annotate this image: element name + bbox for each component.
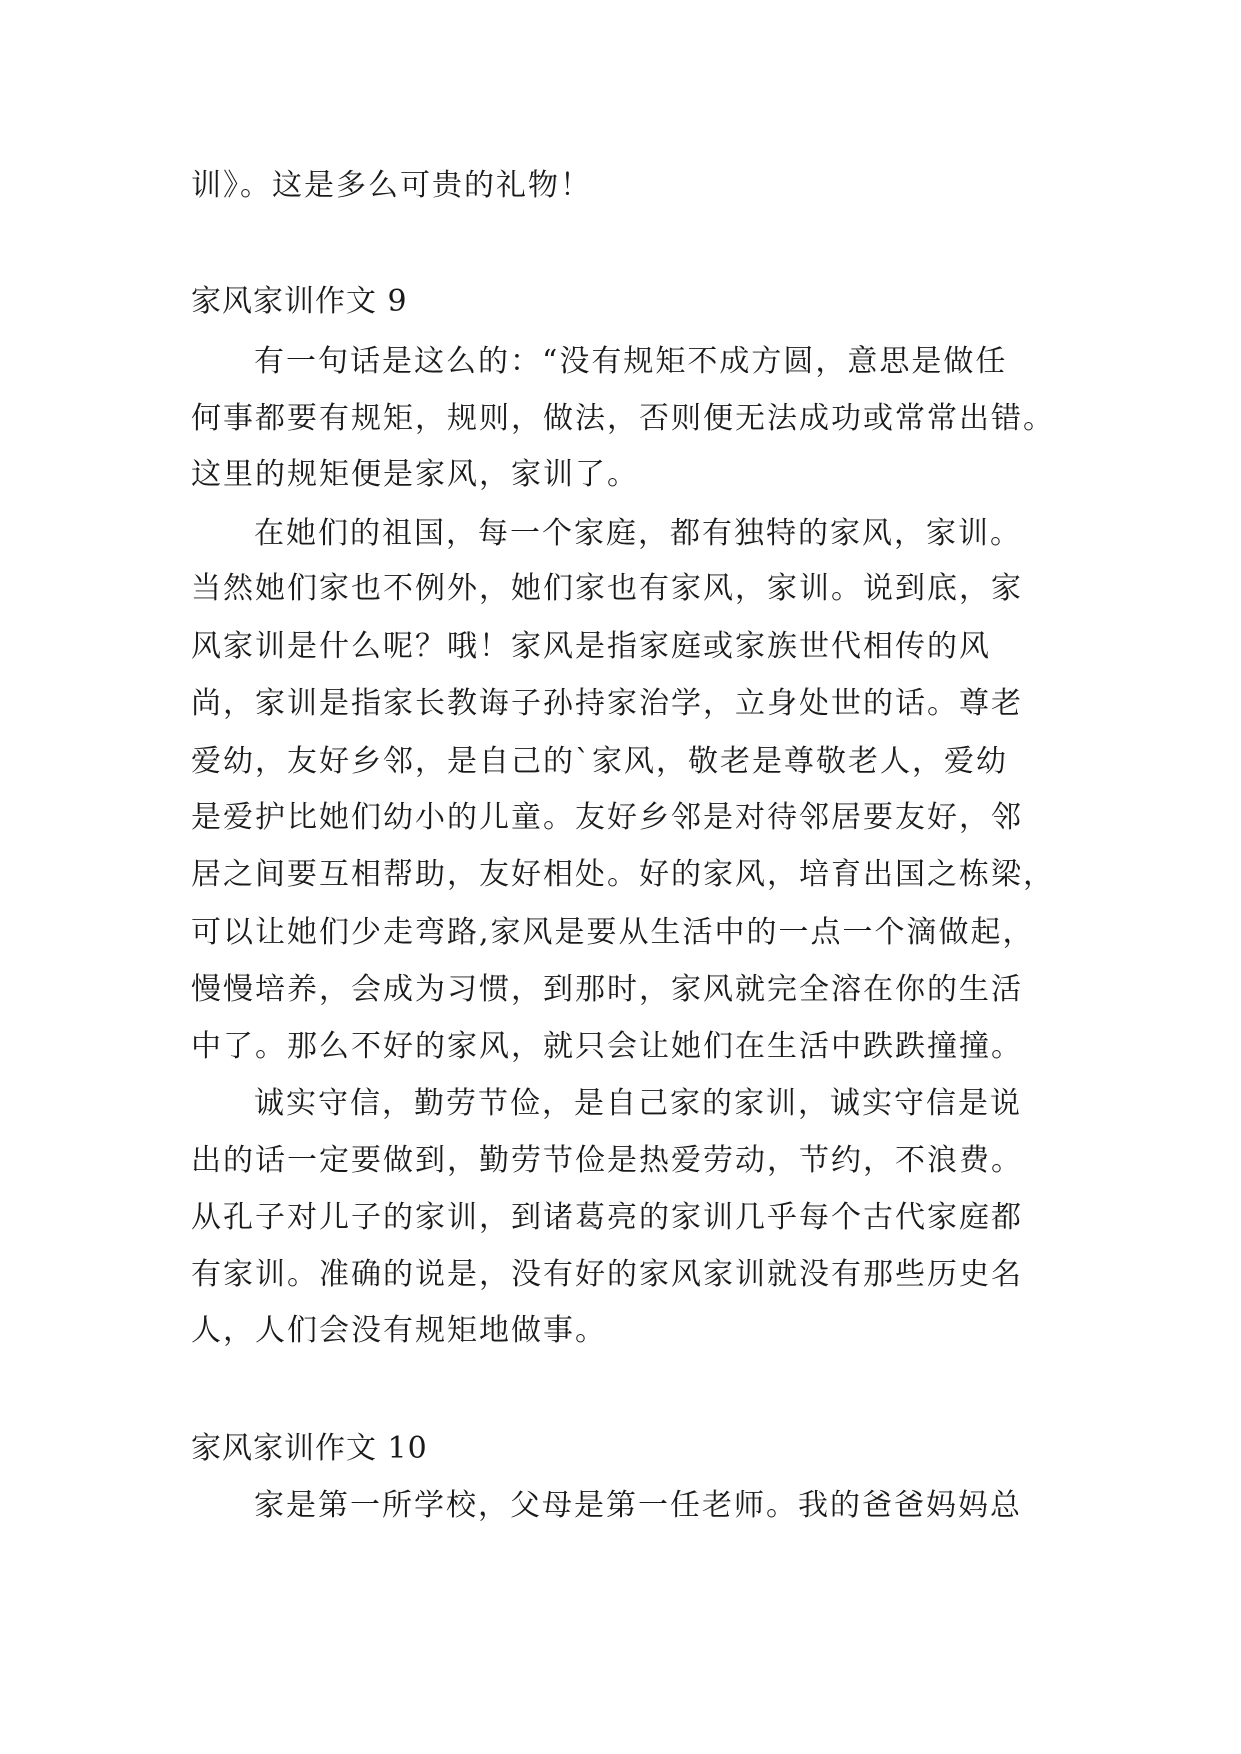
paragraph-line: 家是第一所学校，父母是第一任老师。我的爸爸妈妈总: [254, 1488, 1022, 1523]
paragraph-line: 出的话一定要做到，勤劳节俭是热爱劳动，节约，不浪费。: [191, 1143, 1023, 1178]
paragraph-line: 尚，家训是指家长教诲子孙持家治学，立身处世的话。尊老: [191, 686, 1023, 721]
paragraph-line: 这里的规矩便是家风，家训了。: [191, 457, 639, 492]
paragraph-line: 慢慢培养，会成为习惯，到那时，家风就完全溶在你的生活: [191, 972, 1023, 1007]
paragraph-line: 有家训。准确的说是，没有好的家风家训就没有那些历史名: [191, 1257, 1023, 1292]
paragraph-line: 当然她们家也不例外，她们家也有家风，家训。说到底，家: [191, 571, 1023, 606]
paragraph-line: 从孔子对儿子的家训，到诸葛亮的家训几乎每个古代家庭都: [191, 1200, 1023, 1235]
paragraph-line: 有一句话是这么的：“没有规矩不成方圆，意思是做任: [254, 344, 1008, 379]
paragraph-line: 在她们的祖国，每一个家庭，都有独特的家风，家训。: [254, 516, 1022, 551]
paragraph-line: 诚实守信，勤劳节俭，是自己家的家训，诚实守信是说: [254, 1086, 1022, 1121]
essay-heading-9: 家风家训作文 9: [191, 284, 408, 319]
paragraph-line: 何事都要有规矩，规则，做法，否则便无法成功或常常出错。: [191, 401, 1055, 436]
paragraph-line: 爱幼，友好乡邻，是自己的`家风，敬老是尊敬老人，爱幼: [191, 744, 1008, 779]
paragraph-line: 居之间要互相帮助，友好相处。好的家风，培育出国之栋梁，: [191, 857, 1055, 892]
paragraph-line: 风家训是什么呢？哦！家风是指家庭或家族世代相传的风: [191, 629, 991, 664]
paragraph-line: 人，人们会没有规矩地做事。: [191, 1313, 607, 1348]
paragraph-line: 中了。那么不好的家风，就只会让她们在生活中跌跌撞撞。: [191, 1029, 1023, 1064]
paragraph-line: 可以让她们少走弯路,家风是要从生活中的一点一个滴做起，: [191, 915, 1035, 950]
essay-heading-10: 家风家训作文 10: [191, 1431, 428, 1466]
paragraph-line: 是爱护比她们幼小的儿童。友好乡邻是对待邻居要友好，邻: [191, 800, 1023, 835]
paragraph-line: 训》。这是多么可贵的礼物！: [191, 168, 592, 203]
